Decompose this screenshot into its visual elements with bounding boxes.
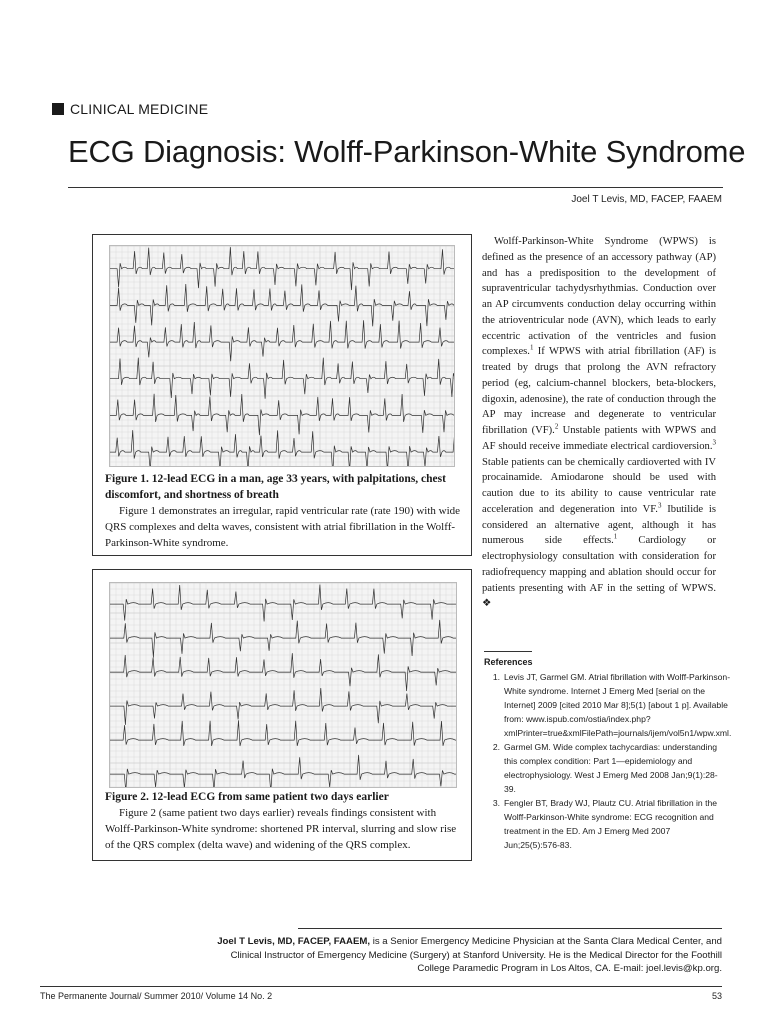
body-text-e: Ibutilide is considered an alternative agent, although it has numerous side effects. [482,503,716,547]
citation-sup: 2 [554,422,559,431]
body-text-d: Stable patients can be chemically cardioverted with IV procainamide. Amiodarone should be used with caution due to its ability to cause ventricular rate acceleration and degeneration into VF. [482,456,716,515]
body-text-a: Wolff-Parkinson-White Syndrome (WPWS) is defined as the presence of an accessory pathway (AP) and has a predisposition to the development of supraventricular tachydysrhythmias. Conduction over an AP circumvents conduction delay occurring within the atrioventricular node (AVN), which leads to early eccentric activation of the ventricles and fusion complexes. [482,236,716,358]
body-text-c: Unstable patients with WPWS and AF should receive immediate electrical cardioversion. [482,425,716,452]
figure-2-ecg-image [109,582,457,788]
body-text-f: Cardiology or electrophysiology consultation with consideration for radiofrequency mapping and ablation should occur for patients presenting with AF in the setting of WPWS. ❖ [482,535,716,610]
references-heading: References [484,657,533,667]
figure-2 [92,569,472,861]
body-paragraph [482,234,716,612]
citation-sup: 3 [712,438,716,447]
figure-1 [92,234,472,556]
figure-1-caption-title: Figure 1. 12-lead ECG in a man, age 33 years, with palpitations, chest discomfort, and shortness of breath [105,473,446,501]
page-number: 53 [711,991,722,1001]
reference-text: Levis JT, Garmel GM. Atrial fibrillation with Wolff-Parkinson-White syndrome. Internet J Emerg Med [serial on the Internet] 2009 [cited 2010 Mar 8];5(1) [about 1 p]. Available from: www.ispub.com/ostia/index.php?xmlPrinter=true&xmlFilePath=journals/ijem/vol5n1/wpw.xml. [504,672,732,738]
reference-text: Fengler BT, Brady WJ, Plautz CU. Atrial fibrillation in the Wolff-Parkinson-White syndrome: ECG recognition and treatment in the ED. Am J Emerg Med 2007 Jun;25(5):576-83. [504,798,718,850]
figure-1-ecg-tracing [110,246,454,466]
citation-sup: 3 [657,501,662,510]
footer-journal: The Permanente Journal/ Summer 2010/ Volume 14 No. 2 [40,991,273,1001]
author-bio [202,935,722,976]
references-rule [484,651,532,652]
footer-rule [40,986,722,987]
section-label-text: CLINICAL MEDICINE [70,101,209,117]
reference-text: Garmel GM. Wide complex tachycardias: understanding this complex condition: Part 1—epidemiology and electrophysiology. West J Emerg Med 2008 Jan;9(1):28-39. [504,742,718,794]
article-body [482,234,716,612]
reference-item [484,670,732,740]
figure-1-ecg-image [109,245,455,467]
figure-1-caption-body: Figure 1 demonstrates an irregular, rapid ventricular rate (rate 190) with wide QRS complexes and delta waves, consistent with atrial fibrillation in the Wolff-Parkinson-White syndrome. [105,505,461,549]
bio-text: is a Senior Emergency Medicine Physician at the Santa Clara Medical Center, and Clinical Instructor of Emergency Medicine (Surgery) at Stanford University. He is the Medical Director for the Foothill College Paramedic Program in Los Altos, CA. E-mail: joel.levis@kp.org. [230,936,722,974]
figure-2-caption [105,789,461,853]
section-square-icon [52,103,64,115]
reference-item [484,796,718,852]
figure-2-caption-body: Figure 2 (same patient two days earlier) reveals findings consistent with Wolff-Parkinson-White syndrome: shortened PR interval, slurring and slow rise of the QRS complex (delta wave) and widening of the QRS complex. [105,807,457,851]
figure-1-caption [105,471,461,551]
article-author: Joel T Levis, MD, FACEP, FAAEM [571,194,722,205]
reference-number: 3. [492,798,500,808]
bio-rule [298,928,722,929]
bio-name: Joel T Levis, MD, FACEP, FAAEM, [217,936,371,947]
reference-number: 1. [492,672,500,682]
references-list [484,670,732,852]
citation-sup: 1 [613,532,618,541]
body-text-b: If WPWS with atrial fibrillation (AF) is treated by drugs that prolong the AVN refractory period (eg, calcium-channel blockers, beta-blockers, digoxin, adenosine), the rate of conduction through the AP may increase and degenerate to ventricular fibrillation (VF). [482,346,716,436]
figure-2-ecg-tracing [110,583,456,787]
reference-number: 2. [492,742,500,752]
reference-item [484,740,718,796]
article-title: ECG Diagnosis: Wolff-Parkinson-White Syndrome [68,134,746,169]
section-label [52,101,208,117]
citation-sup: 1 [529,343,534,352]
title-rule [68,187,723,188]
figure-2-caption-title: Figure 2. 12-lead ECG from same patient two days earlier [105,791,389,803]
